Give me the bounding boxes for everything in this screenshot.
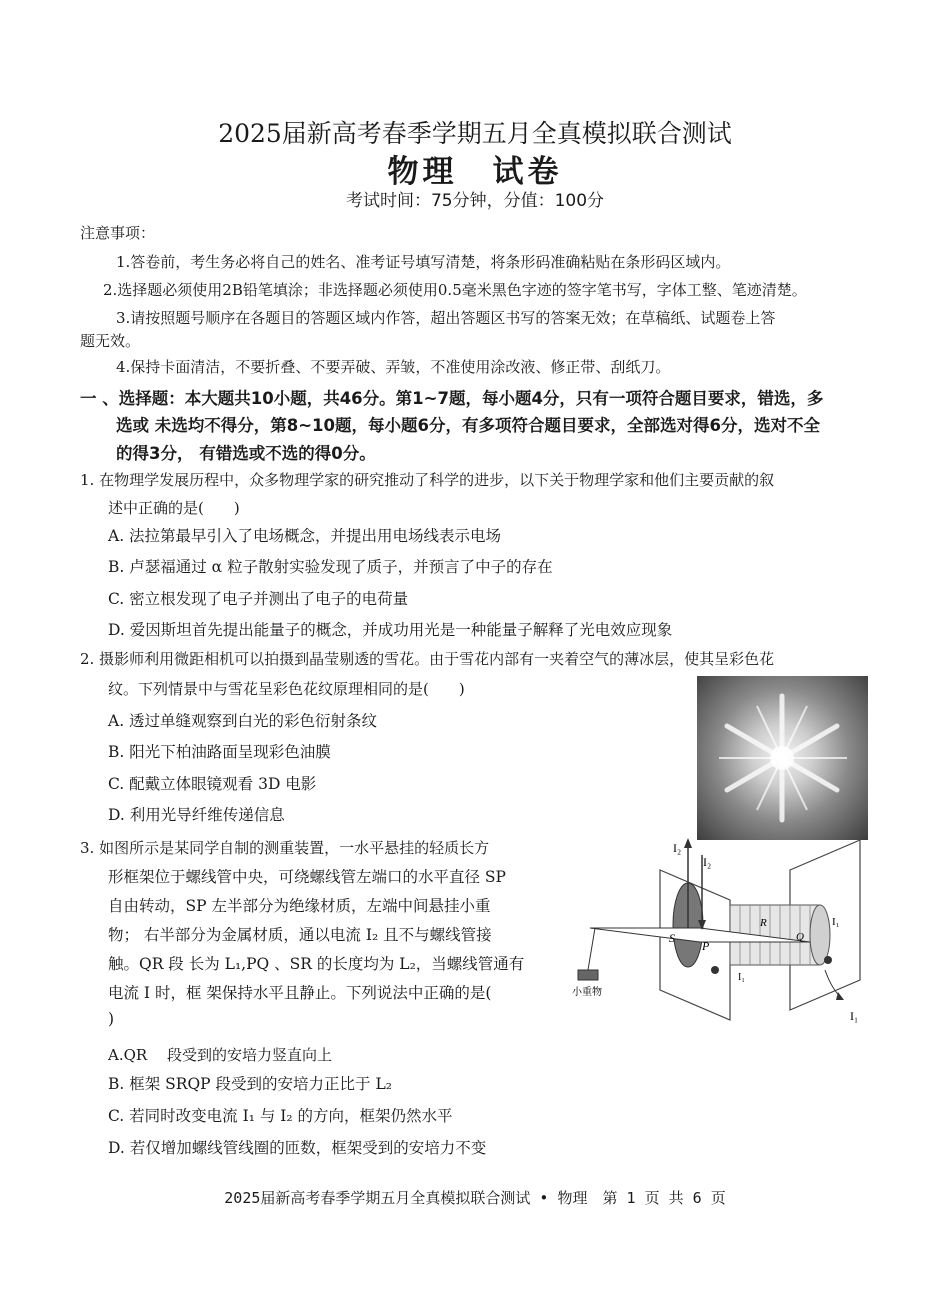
fig-label-i2: I₂ [673,841,682,855]
note-item: 3.请按照题号顺序在各题目的答题区域内作答，超出答题区书写的答案无效；在草稿纸、试题卷上答 [116,309,776,327]
fig-label-i1: I₁ [832,916,840,928]
q3-stem: 电流 I 时，框 架保持水平且静止。下列说法中正确的是( [108,984,492,1002]
q3-option: D. 若仅增加螺线管线圈的匝数，框架受到的安培力不变 [108,1139,487,1157]
note-item: 1.答卷前，考生务必将自己的姓名、准考证号填写清楚，将条形码准确粘贴在条形码区域内。 [116,253,731,271]
q2-stem: 2. 摄影师利用微距相机可以拍摄到晶莹剔透的雪花。由于雪花内部有一夹着空气的薄冰层，使其呈彩色花 [80,650,775,668]
note-item: 2.选择题必须使用2B铅笔填涂；非选择题必须使用0.5毫米黑色字迹的签字笔书写，字体工整、笔迹清楚。 [103,281,807,299]
snowflake-photo [697,676,868,840]
q3-stem: 触。QR 段 长为 L₁,PQ 、SR 的长度均为 L₂，当螺线管通有 [108,955,525,973]
q3-stem: ) [108,1010,115,1028]
q3-stem: 形框架位于螺线管中央，可绕螺线管左端口的水平直径 SP [108,868,506,886]
time-score: 考试时间：75分钟，分值：100分 [345,191,605,211]
q1-option: A. 法拉第最早引入了电场概念，并提出用电场线表示电场 [108,527,502,545]
solenoid-diagram [570,830,870,1030]
q1-option: C. 密立根发现了电子并测出了电子的电荷量 [108,590,409,608]
q3-option: C. 若同时改变电流 I₁ 与 I₂ 的方向，框架仍然水平 [108,1107,453,1125]
q3-option: B. 框架 SRQP 段受到的安培力正比于 L₂ [108,1075,392,1093]
fig-label-q: Q [796,931,804,943]
fig-label-i1: I₁ [850,1009,859,1023]
q1-stem: 1. 在物理学发展历程中，众多物理学家的研究推动了科学的进步，以下关于物理学家和他们主要贡献的叙 [80,471,775,489]
section-heading: 选或 未选均不得分，第8~10题，每小题6分，有多项符合题目要求，全部选对得6分，选对不全 [116,416,820,435]
note-item: 题无效。 [80,332,141,350]
page-footer: 2025届新高考春季学期五月全真模拟联合测试 • 物理 第 1 页 共 6 页 [224,1189,726,1207]
q3-stem: 物； 右半部分为金属材质，通以电流 I₂ 且不与螺线管接 [108,926,492,944]
q2-option: D. 利用光导纤维传递信息 [108,806,285,824]
q3-option: A.QR 段受到的安培力竖直向上 [108,1046,332,1064]
fig-label-weight: 小重物 [572,987,602,998]
q2-option: A. 透过单缝观察到白光的彩色衍射条纹 [108,712,378,730]
exam-title: 2025届新高考春季学期五月全真模拟联合测试 [218,119,732,148]
section-heading: 的得3分， 有错选或不选的得0分。 [116,444,376,463]
section-heading: 一 、选择题：本大题共10小题，共46分。第1~7题，每小题4分，只有一项符合题目要求，错选，多 [80,389,824,408]
q2-stem: 纹。下列情景中与雪花呈彩色花纹原理相同的是( ) [108,680,465,698]
q1-stem: 述中正确的是( ) [108,499,240,517]
fig-label-p: P [702,939,710,953]
fig-label-r: R [760,917,767,929]
fig-label-i2: I₂ [703,855,712,869]
q1-option: B. 卢瑟福通过 α 粒子散射实验发现了质子，并预言了中子的存在 [108,558,553,576]
notes-heading: 注意事项： [80,224,156,242]
q3-stem: 自由转动，SP 左半部分为绝缘材质，左端中间悬挂小重 [108,897,491,915]
subject-title: 物理 试卷 [387,154,563,190]
fig-label-s: S [669,931,675,945]
note-item: 4.保持卡面清洁，不要折叠、不要弄破、弄皱，不准使用涂改液、修正带、刮纸刀。 [116,358,671,376]
q2-option: B. 阳光下柏油路面呈现彩色油膜 [108,743,331,761]
fig-label-i1: I₁ [738,972,745,983]
q2-option: C. 配戴立体眼镜观看 3D 电影 [108,775,317,793]
q3-stem: 3. 如图所示是某同学自制的测重装置，一水平悬挂的轻质长方 [80,839,490,857]
q1-option: D. 爱因斯坦首先提出能量子的概念，并成功用光是一种能量子解释了光电效应现象 [108,621,673,639]
